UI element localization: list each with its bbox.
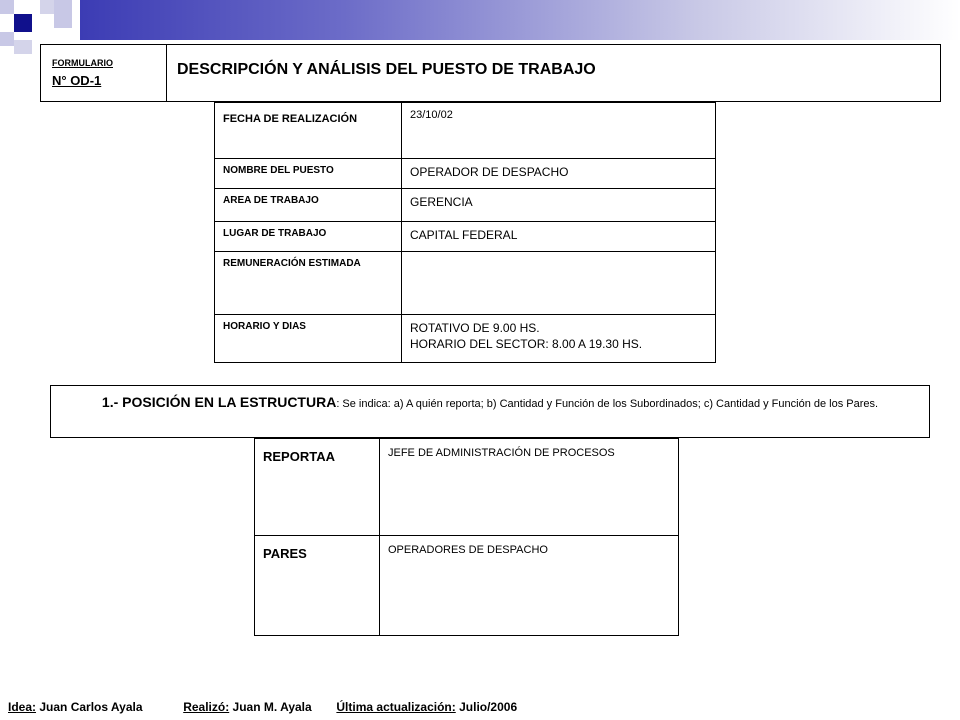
footer-credits <box>8 700 517 714</box>
job-info-table <box>214 102 716 363</box>
decor-square-dark <box>14 14 32 32</box>
date-label: FECHA DE REALIZACIÓN <box>223 113 358 125</box>
section-description: : Se indica: a) A quién reporta; b) Cantidad y Función de los Subordinados; c) Cantidad y Función de los Pares. <box>336 398 879 410</box>
table-row <box>215 222 716 252</box>
form-label: FORMULARIO <box>52 58 113 68</box>
footer-idea-value: Juan Carlos Ayala <box>36 700 143 714</box>
reports-to-value: JEFE DE ADMINISTRACIÓN DE PROCESOS <box>388 447 615 459</box>
form-header <box>40 44 941 102</box>
footer-update-value: Julio/2006 <box>455 700 518 714</box>
decor-square-light <box>14 40 32 54</box>
section-structure-header <box>50 385 930 438</box>
work-area-label: AREA DE TRABAJO <box>223 195 319 206</box>
section-title: 1.- POSICIÓN EN LA ESTRUCTURA <box>101 394 337 410</box>
peers-label: PARES <box>263 546 307 561</box>
work-place-label: LUGAR DE TRABAJO <box>223 228 327 239</box>
form-number: N° OD-1 <box>52 73 102 88</box>
top-gradient-bar <box>80 0 960 40</box>
table-row <box>215 103 716 159</box>
form-id-cell <box>41 45 167 101</box>
schedule-label: HORARIO Y DIAS <box>223 321 306 332</box>
decor-square-light <box>40 0 54 14</box>
page-title: DESCRIPCIÓN Y ANÁLISIS DEL PUESTO DE TRABAJO <box>177 61 596 78</box>
structure-table <box>254 438 679 636</box>
schedule-value-line2: HORARIO DEL SECTOR: 8.00 A 19.30 HS. <box>410 337 643 351</box>
table-row <box>215 159 716 189</box>
decor-square-light <box>0 32 14 46</box>
reports-to-label: REPORTAA <box>263 449 335 464</box>
work-place-value: CAPITAL FEDERAL <box>410 228 518 242</box>
footer-idea-label: Idea: <box>8 700 37 714</box>
table-row <box>215 315 716 363</box>
table-row <box>255 536 679 636</box>
table-row <box>215 189 716 222</box>
job-name-label: NOMBRE DEL PUESTO <box>223 165 334 176</box>
work-area-value: GERENCIA <box>410 195 473 209</box>
peers-value: OPERADORES DE DESPACHO <box>388 544 548 556</box>
table-row <box>215 252 716 315</box>
decor-square-light <box>0 0 14 14</box>
decor-square-light <box>54 0 72 28</box>
footer-realizo-value: Juan M. Ayala <box>229 700 312 714</box>
salary-value <box>402 252 715 258</box>
footer-update-label: Última actualización: <box>336 700 456 714</box>
salary-label: REMUNERACIÓN ESTIMADA <box>223 258 361 269</box>
table-row <box>255 439 679 536</box>
date-value: 23/10/02 <box>410 109 453 121</box>
footer-realizo-label: Realizó: <box>183 700 230 714</box>
job-name-value: OPERADOR DE DESPACHO <box>410 165 569 179</box>
schedule-value-line1: ROTATIVO DE 9.00 HS. <box>410 321 540 335</box>
